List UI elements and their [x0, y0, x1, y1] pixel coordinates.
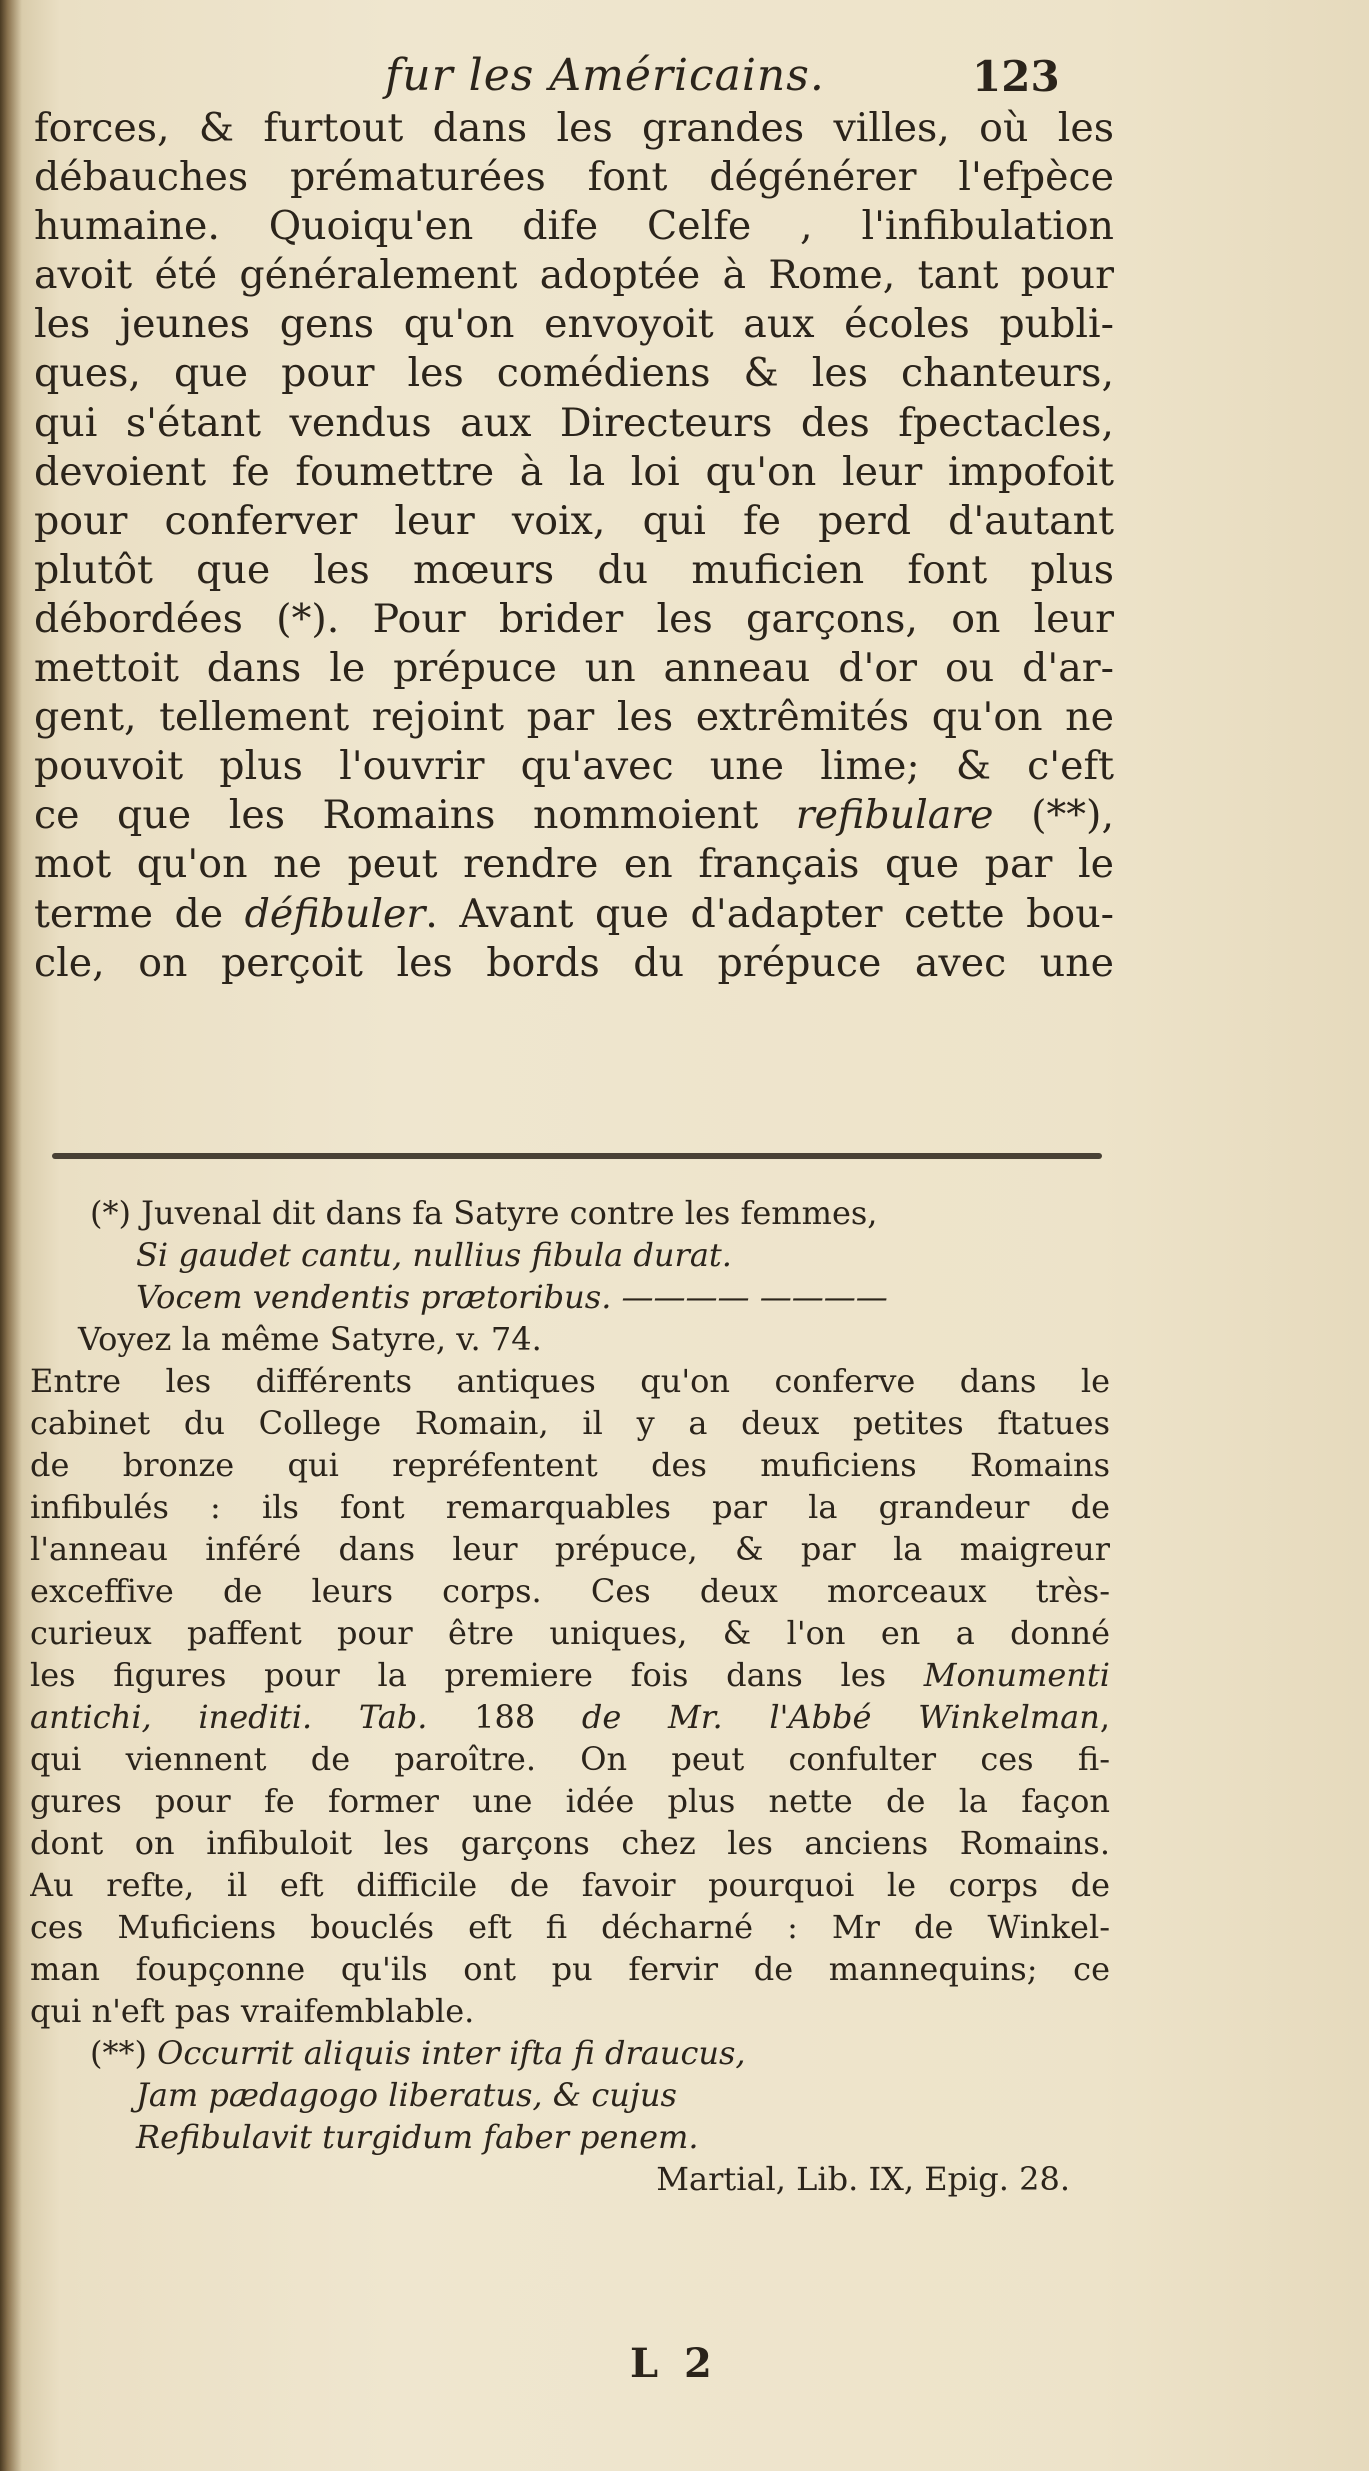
footnote-line: de bronze qui repréfentent des muficiens Romains — [30, 1446, 1110, 1484]
italic-title: de Mr. l'Abbé Winkelman — [581, 1698, 1100, 1736]
footnote-line: Au refte, il eft difficile de favoir pourquoi le corps de — [30, 1866, 1110, 1904]
footnote-2-marker: (**) — [90, 2034, 147, 2072]
quote-line: Occurrit aliquis inter ifta fi draucus, — [157, 2034, 746, 2072]
text-span: . Avant que d'adapter cette bou- — [425, 890, 1114, 937]
footnote-line — [30, 1696, 1110, 1738]
footnote-2-quote: Refibulavit turgidum faber penem. — [136, 2118, 699, 2156]
italic-title: antichi, inediti. Tab. — [30, 1698, 428, 1736]
footnote-1-reference: Voyez la même Satyre, v. 74. — [78, 1320, 542, 1358]
text-line: plutôt que les mœurs du muficien font plus — [34, 546, 1114, 593]
footnote-line: ces Muficiens bouclés eft fi décharné : Mr de Winkel- — [30, 1908, 1110, 1946]
footnote-line: infibulés : ils font remarquables par la grandeur de — [30, 1488, 1110, 1526]
text-span: , — [1099, 1698, 1110, 1736]
text-span: terme de — [34, 890, 245, 937]
text-line: devoient fe foumettre à la loi qu'on leur impofoit — [34, 448, 1114, 495]
text-line: humaine. Quoiqu'en dife Celfe , l'infibulation — [34, 203, 1114, 250]
footnote-line: curieux paffent pour être uniques, & l'on en a donné — [30, 1614, 1110, 1652]
text-line: cle, on perçoit les bords du prépuce avec une — [34, 939, 1114, 986]
footnote-ref: (**), — [993, 792, 1114, 839]
footnote-line: cabinet du College Romain, il y a deux petites ftatues — [30, 1404, 1110, 1442]
text-line: les jeunes gens qu'on envoyoit aux écoles publi- — [34, 301, 1114, 348]
text-line: débordées (*). Pour brider les garçons, on leur — [34, 595, 1114, 642]
italic-term: refibulare — [795, 792, 994, 839]
footnote-2-source: Martial, Lib. IX, Epig. 28. — [656, 2160, 1070, 2198]
footnote-1-quote: Vocem vendentis prætoribus. ———— ———— — [136, 1278, 888, 1316]
text-line: ques, que pour les comédiens & les chanteurs, — [34, 350, 1114, 397]
footnotes — [30, 1192, 1110, 2200]
footnote-line: l'anneau inféré dans leur prépuce, & par la maigreur — [30, 1530, 1110, 1568]
text-line: mettoit dans le prépuce un anneau d'or ou d'ar- — [34, 645, 1114, 692]
text-line: mot qu'on ne peut rendre en français que par le — [34, 841, 1114, 888]
italic-title: Monumenti — [923, 1656, 1110, 1694]
footnote-line: exceffive de leurs corps. Ces deux morceaux très- — [30, 1572, 1110, 1610]
footnote-1-quote: Si gaudet cantu, nullius fibula durat. — [136, 1236, 732, 1274]
running-title: fur les Américains. — [385, 50, 825, 101]
text-line: forces, & furtout dans les grandes villes, où les — [34, 105, 1114, 151]
italic-term: défibuler — [244, 890, 426, 937]
text-line: avoit été généralement adoptée à Rome, tant pour — [34, 252, 1114, 299]
text-span: 188 — [427, 1698, 582, 1736]
page-number: 123 — [972, 52, 1060, 101]
footnote-2-quote: Jam pædagogo liberatus, & cujus — [136, 2076, 677, 2114]
text-line: pour conferver leur voix, qui fe perd d'autant — [34, 497, 1114, 544]
footnote-line: dont on infibuloit les garçons chez les anciens Romains. — [30, 1824, 1110, 1862]
footnote-line: man foupçonne qu'ils ont pu fervir de mannequins; ce — [30, 1950, 1110, 1988]
page-header — [0, 50, 1369, 110]
text-line: débauches prématurées font dégénérer l'efpèce — [34, 154, 1114, 201]
footnote-divider — [52, 1153, 1102, 1159]
signature-mark: L 2 — [630, 2340, 718, 2387]
text-line: gent, tellement rejoint par les extrêmités qu'on ne — [34, 694, 1114, 741]
footnote-line: gures pour fe former une idée plus nette de la façon — [30, 1782, 1110, 1820]
footnote-line — [30, 1654, 1110, 1696]
text-line: pouvoit plus l'ouvrir qu'avec une lime; & c'eft — [34, 743, 1114, 790]
footnote-line: Entre les différents antiques qu'on conferve dans le — [30, 1362, 1110, 1400]
text-line — [34, 791, 1114, 840]
text-span: ce que les Romains nommoient — [34, 792, 796, 839]
text-span: les figures pour la premiere fois dans les — [30, 1656, 924, 1694]
footnote-line: qui n'eft pas vraifemblable. — [30, 1992, 475, 2030]
text-line: qui s'étant vendus aux Directeurs des fpectacles, — [34, 399, 1114, 446]
footnote-1-intro: (*) Juvenal dit dans fa Satyre contre les femmes, — [90, 1194, 878, 1232]
main-text — [34, 104, 1114, 988]
footnote-2-quote — [30, 2032, 1110, 2074]
text-line — [34, 890, 1114, 939]
footnote-line: qui viennent de paroître. On peut confulter ces fi- — [30, 1740, 1110, 1778]
